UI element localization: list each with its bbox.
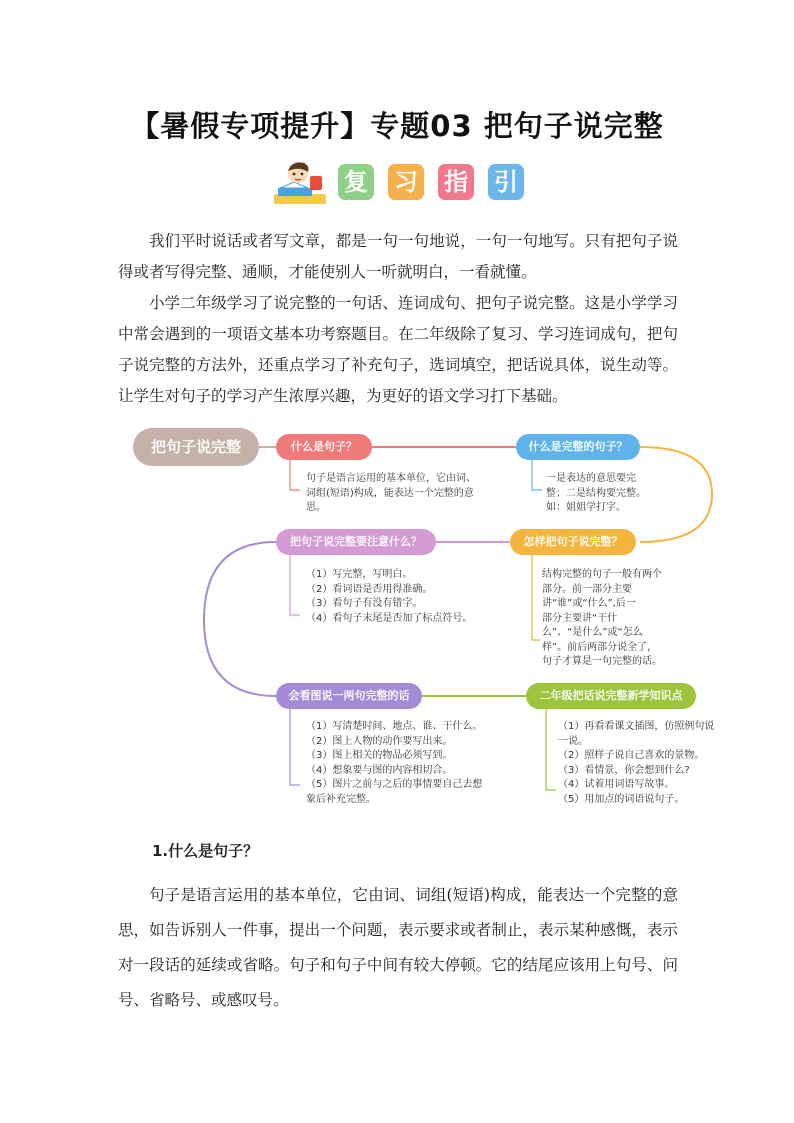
mindmap-node-complete-sentence: 什么是完整的句子？ — [516, 434, 640, 460]
mindmap-text-complete-sentence: 一是表达的意思要完 整；二是结构要完整。 如：姐姐学打字。 — [546, 473, 646, 513]
mindmap-text-picture-talk: （1）写清楚时间、地点、谁、干什么。 （2）图上人物的动作要写出来。 （3）图上相关的物品必须写到。 （4）想象要与图的内容相切合。 （5）图片之前与之后的事情要自己去想 象后补充完整。 — [306, 721, 483, 805]
intro-paragraph-2: 小学二年级学习了说完整的一句话、连词成句、把句子说完整。这是小学学习中常会遇到的一项语文基本功考察题目。在二年级除了复习、学习连词成句，把句子说完整的方法外，还重点学习了补充句子，选词填空，把话说具体，说生动等。让学生对句子的学习产生浓厚兴趣，为更好的语文学习打下基础。 — [118, 294, 678, 405]
guide-char-fu: 复 — [338, 164, 374, 200]
intro-paragraph-1: 我们平时说话或者写文章，都是一句一句地说，一句一句地写。只有把句子说得或者写得完整、通顺，才能使别人一听就明白，一看就懂。 — [118, 232, 678, 281]
mindmap-node-attention: 把句子说完整要注意什么？ — [276, 529, 436, 555]
mindmap-node-how-to: 怎样把句子说完整？ — [510, 529, 636, 555]
mindmap-text-attention: （1）写完整，写明白。 （2）看词语是否用得准确。 （3）看句子有没有错字。 （4）看句子末尾是否加了标点符号。 — [306, 569, 473, 624]
mindmap-node-picture-talk: 会看图说一两句完整的话 — [276, 683, 422, 709]
mindmap-text-what-is-sentence: 句子是语言运用的基本单位，它由词、 词组(短语)构成，能表达一个完整的意 思。 — [306, 473, 476, 513]
guide-char-yin: 引 — [488, 164, 524, 200]
mindmap-node-grade2-knowledge: 二年级把话说完整新学知识点 — [526, 683, 696, 709]
section-body: 句子是语言运用的基本单位，它由词、词组(短语)构成，能表达一个完整的意思，如告诉别人一件事，提出一个问题，表示要求或者制止，表示某种感慨，表示对一段话的延续或省略。句子和句子中间有较大停顿。它的结尾应该用上句号、问号、省略号、或感叹号。 — [118, 886, 678, 1009]
guide-char-xi: 习 — [388, 164, 424, 200]
mindmap-root: 把句子说完整 — [133, 428, 259, 466]
mindmap-text-how-to: 结构完整的句子一般有两个 部分。前一部分主要 讲“谁”或“什么”,后一 部分主要讲“干什 么”、“是什么”或“怎么 样”。前后两部分说全了， 句子才算是一句完整的话。 — [542, 569, 662, 667]
page-title: 【暑假专项提升】专题03 把句子说完整 — [130, 109, 664, 143]
mindmap-node-what-is-sentence: 什么是句子？ — [276, 434, 372, 460]
guide-char-zhi: 指 — [438, 164, 474, 200]
section-heading: 1.什么是句子？ — [152, 842, 259, 860]
mindmap-text-grade2-knowledge: （1）再看看课文插图，仿照例句说 一说。 （2）照样子说自己喜欢的景物。 （3）看情景，你会想到什么? （4）试着用词语写故事。 （5）用加点的词语说句子。 — [558, 721, 715, 805]
